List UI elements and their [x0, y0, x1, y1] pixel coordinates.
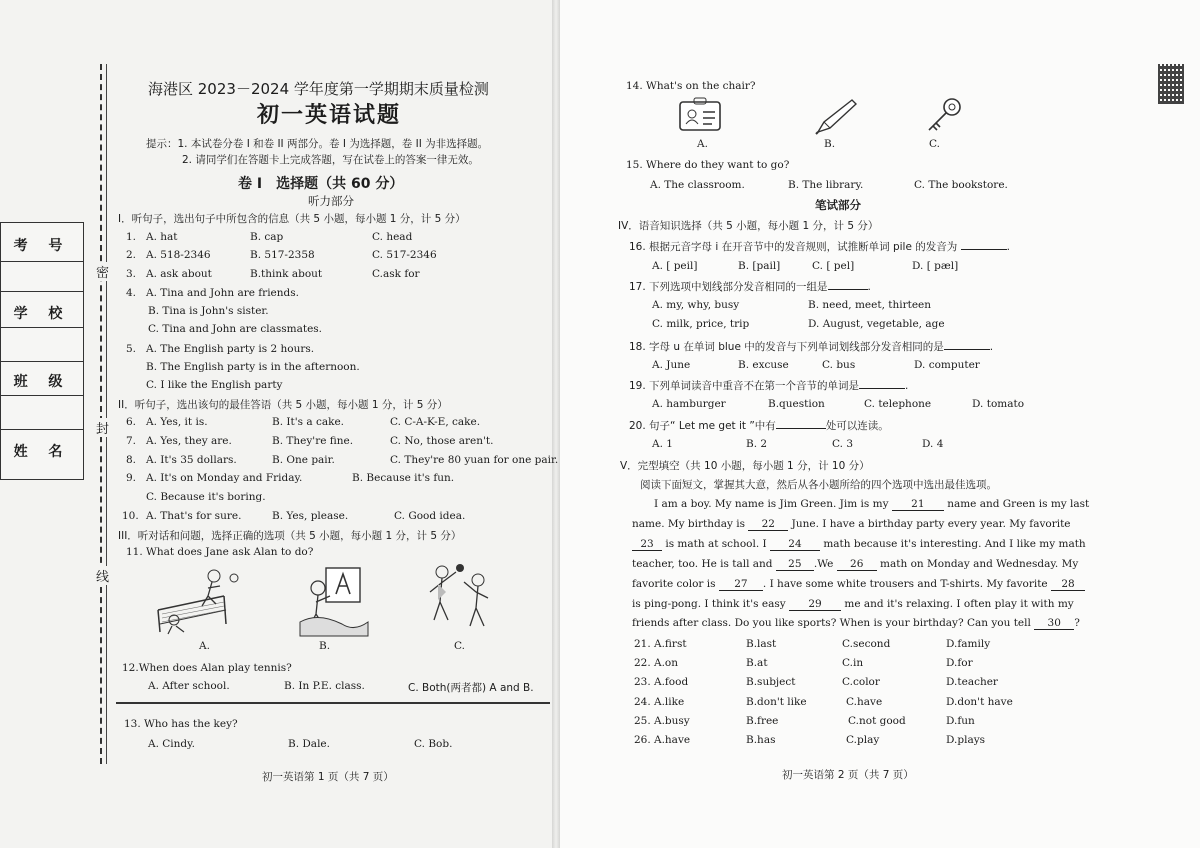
q8-option-a: A. It's 35 dollars.	[146, 454, 237, 466]
passage-text: June. I have a birthday party every year. My favorite	[791, 518, 1071, 530]
q4-number: 4.	[126, 287, 137, 299]
passage-text: math because it's interesting. And I like my math	[823, 538, 1086, 550]
q24-option-a: A.like	[654, 696, 685, 708]
q23-option-b: B.subject	[746, 676, 796, 688]
q5-option-c: C. I like the English party	[146, 379, 283, 391]
q15-question: 15. Where do they want to go?	[626, 159, 790, 171]
q1-number: 1.	[126, 231, 137, 243]
q10-number: 10.	[122, 510, 139, 522]
section-title: 卷 I 选择题（共 60 分）	[238, 176, 404, 192]
blank-24: 24	[770, 538, 820, 551]
q14-option-a[interactable]: A.	[697, 138, 708, 150]
q24-number: 24.	[634, 696, 651, 708]
exam-number-label: 考 号	[13, 238, 71, 254]
q21-option-b: B.last	[746, 638, 777, 650]
blank-30: 30	[1034, 617, 1074, 630]
q10-option-a: A. That's for sure.	[146, 510, 242, 522]
q13-question: 13. Who has the key?	[124, 718, 238, 730]
passage-text: . I have some white trousers and T-shirts. My favorite	[762, 578, 1048, 590]
qr-code-icon	[1158, 64, 1184, 104]
q26-number: 26.	[634, 734, 651, 746]
q18-option-a: A. June	[652, 359, 691, 371]
q1-option-a: A. hat	[146, 231, 178, 243]
tip-2: 2. 请同学们在答题卡上完成答题，写在试卷上的答案一律无效。	[182, 154, 479, 166]
part5-heading: V．完型填空（共 10 小题，每小题 1 分，计 10 分）	[620, 460, 870, 472]
q20-question	[629, 418, 889, 433]
passage-text: favorite color is	[632, 578, 716, 590]
q7-option-b: B. They're fine.	[272, 435, 354, 447]
passage-text: is math at school. I	[665, 538, 767, 550]
q6-number: 6.	[126, 416, 137, 428]
q26-option-b: B.has	[746, 734, 776, 746]
q20-option-c: C. 3	[832, 438, 854, 450]
q20-text: 20. 句子“ Let me get it ”中有	[629, 420, 776, 432]
passage-line-7	[632, 617, 1080, 630]
q6-option-c: C. C-A-K-E, cake.	[390, 416, 481, 428]
q8-option-c: C. They're 80 yuan for one pair.	[390, 454, 559, 466]
q7-number: 7.	[126, 435, 137, 447]
q17-blank	[828, 289, 868, 290]
q19-option-c: C. telephone	[864, 398, 932, 410]
part2-heading: II．听句子，选出该句的最佳答语（共 5 小题，每小题 1 分，计 5 分）	[118, 399, 448, 411]
q9-option-c: C. Because it's boring.	[146, 491, 266, 503]
box-divider	[1, 429, 83, 430]
page-fold	[552, 0, 560, 848]
q19-option-b: B.question	[768, 398, 825, 410]
q12-option-a: A. After school.	[148, 680, 230, 692]
q18-blank	[944, 349, 990, 350]
blank-28: 28	[1051, 578, 1085, 591]
q8-option-b: B. One pair.	[272, 454, 335, 466]
passage-line-6	[632, 598, 1074, 611]
q5-number: 5.	[126, 343, 137, 355]
q15-option-a: A. The classroom.	[650, 179, 745, 191]
q8-number: 8.	[126, 454, 137, 466]
part1-heading: I．听句子，选出句子中所包含的信息（共 5 小题，每小题 1 分，计 5 分）	[118, 213, 466, 225]
q22-option-a: A.on	[654, 657, 679, 669]
key-picture	[924, 96, 964, 136]
q26-option-a: A.have	[654, 734, 691, 746]
box-divider	[1, 291, 83, 292]
q23-option-c: C.color	[842, 676, 880, 688]
q9-option-b: B. Because it's fun.	[352, 472, 455, 484]
q9-number: 9.	[126, 472, 137, 484]
q14-question: 14. What's on the chair?	[626, 80, 756, 92]
q21-option-c: C.second	[842, 638, 891, 650]
q2-option-b: B. 517-2358	[250, 249, 315, 261]
q13-option-c: C. Bob.	[414, 738, 453, 750]
passage-line-5	[632, 578, 1085, 591]
painting-girl-picture	[298, 562, 370, 638]
q15-option-b: B. The library.	[788, 179, 864, 191]
passage-line-3	[632, 538, 1086, 551]
q25-option-c: C.not good	[848, 715, 906, 727]
q1-option-c: C. head	[372, 231, 413, 243]
q3-option-b: B.think about	[250, 268, 323, 280]
q16-option-a: A. [ peil]	[652, 260, 698, 272]
q16-option-d: D. [ pæl]	[912, 260, 959, 272]
q11-option-b[interactable]: B.	[319, 640, 331, 652]
q14-option-b[interactable]: B.	[824, 138, 836, 150]
passage-line-1	[654, 498, 1089, 511]
q3-option-c: C.ask for	[372, 268, 420, 280]
q19-question: 19. 下列单词读音中重音不在第一个音节的单词是 .	[629, 380, 909, 392]
q11-question: 11. What does Jane ask Alan to do?	[126, 546, 314, 558]
seal-line-inner	[106, 64, 107, 764]
listening-subtitle: 听力部分	[308, 194, 354, 208]
q10-option-c: C. Good idea.	[394, 510, 466, 522]
passage-text: teacher, too. He is tall and	[632, 558, 773, 570]
q4-option-b: B. Tina is John's sister.	[148, 305, 269, 317]
id-card-picture	[678, 96, 722, 134]
q20-option-d: D. 4	[922, 438, 944, 450]
q12-question: 12.When does Alan play tennis?	[122, 662, 292, 674]
q12-option-c: C. Both(两者都) A and B.	[408, 682, 534, 694]
passage-text: is ping-pong. I think it's easy	[632, 598, 786, 610]
q19-option-d: D. tomato	[972, 398, 1025, 410]
q20-option-b: B. 2	[746, 438, 768, 450]
q18-option-d: D. computer	[914, 359, 980, 371]
q19-option-a: A. hamburger	[652, 398, 726, 410]
q24-option-b: B.don't like	[746, 696, 807, 708]
q25-option-d: D.fun	[946, 715, 975, 727]
q17-option-d: D. August, vegetable, age	[808, 318, 945, 330]
q24-option-d: D.don't have	[946, 696, 1013, 708]
box-divider	[1, 361, 83, 362]
passage-text: me and it's relaxing. I often play it with my	[844, 598, 1074, 610]
q11-option-a[interactable]: A.	[199, 640, 210, 652]
part3-heading: III．听对话和问题，选择正确的选项（共 5 小题，每小题 1 分，计 5 分）	[118, 530, 462, 542]
passage-text: math on Monday and Wednesday. My	[880, 558, 1079, 570]
q7-option-a: A. Yes, they are.	[146, 435, 232, 447]
q19-blank	[859, 388, 905, 389]
student-info-box	[0, 222, 84, 480]
q4-option-a: A. Tina and John are friends.	[146, 287, 299, 299]
q17-option-b: B. need, meet, thirteen	[808, 299, 932, 311]
pen-picture	[812, 96, 860, 136]
q7-option-c: C. No, those aren't.	[390, 435, 494, 447]
basketball-players-picture	[426, 562, 498, 638]
q18-option-c: C. bus	[822, 359, 856, 371]
q5-option-b: B. The English party is in the afternoon.	[146, 361, 360, 373]
q13-option-a: A. Cindy.	[148, 738, 196, 750]
passage-text: I am a boy. My name is Jim Green. Jim is my	[654, 498, 889, 510]
exam-title: 初一英语试题	[257, 103, 402, 128]
blank-23: 23	[632, 538, 662, 551]
school-label: 学 校	[13, 306, 71, 322]
q20-blank	[776, 428, 826, 429]
q18-option-b: B. excuse	[738, 359, 789, 371]
q16-option-c: C. [ pel]	[812, 260, 855, 272]
name-label: 姓 名	[13, 444, 71, 460]
q9-option-a: A. It's on Monday and Friday.	[146, 472, 303, 484]
q1-option-b: B. cap	[250, 231, 284, 243]
q23-number: 23.	[634, 676, 651, 688]
q21-option-d: D.family	[946, 638, 991, 650]
passage-line-2	[632, 518, 1071, 531]
seal-line	[100, 64, 102, 764]
q23-option-a: A.food	[654, 676, 689, 688]
passage-text: ?	[1074, 617, 1080, 629]
passage-text: name. My birthday is	[632, 518, 745, 530]
passage-text: friends after class. Do you like sports? When is your birthday? Can you tell	[632, 617, 1031, 629]
passage-text: .We	[813, 558, 834, 570]
page1-footer: 初一英语第 1 页（共 7 页）	[262, 771, 394, 783]
blank-25: 25	[776, 558, 814, 571]
q20-tail: 处可以连读。	[825, 420, 889, 432]
q4-option-c: C. Tina and John are classmates.	[148, 323, 323, 335]
q18-question: 18. 字母 u 在单词 blue 中的发音与下列单词划线部分发音相同的是 .	[629, 341, 994, 353]
page2-footer: 初一英语第 2 页（共 7 页）	[782, 769, 914, 781]
blank-22: 22	[748, 518, 788, 531]
q16-blank	[961, 249, 1007, 250]
q17-option-a: A. my, why, busy	[652, 299, 740, 311]
q11-option-c[interactable]: C.	[454, 640, 465, 652]
blank-27: 27	[719, 578, 763, 591]
q23-option-d: D.teacher	[946, 676, 998, 688]
q6-option-a: A. Yes, it is.	[146, 416, 208, 428]
seal-mark-mi: 密	[96, 262, 109, 281]
q2-option-c: C. 517-2346	[372, 249, 437, 261]
q21-number: 21.	[634, 638, 651, 650]
passage-text: name and Green is my last	[947, 498, 1090, 510]
q25-option-a: A.busy	[654, 715, 690, 727]
q26-option-d: D.plays	[946, 734, 986, 746]
q2-number: 2.	[126, 249, 137, 261]
box-divider	[1, 261, 83, 262]
q5-option-a: A. The English party is 2 hours.	[146, 343, 315, 355]
blank-21: 21	[892, 498, 944, 511]
q20-option-a: A. 1	[652, 438, 673, 450]
tip-1: 提示：1. 本试卷分卷 I 和卷 II 两部分。卷 I 为选择题，卷 II 为非选择题。	[146, 138, 489, 150]
box-divider	[1, 395, 83, 396]
q22-number: 22.	[634, 657, 651, 669]
section-rule	[116, 702, 550, 704]
exam-header: 海港区 2023－2024 学年度第一学期期末质量检测	[148, 80, 489, 98]
q18-text: 18. 字母 u 在单词 blue 中的发音与下列单词划线部分发音相同的是	[629, 341, 944, 353]
q16-option-b: B. [pail]	[738, 260, 781, 272]
q21-option-a: A.first	[654, 638, 687, 650]
q2-option-a: A. 518-2346	[146, 249, 211, 261]
q24-option-c: C.have	[846, 696, 883, 708]
q3-number: 3.	[126, 268, 137, 280]
q16-text: 16. 根据元音字母 i 在开音节中的发音规则，试推断单词 pile 的发音为	[629, 241, 958, 253]
q17-question: 17. 下列选项中划线部分发音相同的一组是 .	[629, 281, 871, 293]
q19-text: 19. 下列单词读音中重音不在第一个音节的单词是	[629, 380, 860, 392]
blank-29: 29	[789, 598, 841, 611]
q6-option-b: B. It's a cake.	[272, 416, 345, 428]
passage-line-4	[632, 558, 1078, 571]
q25-option-b: B.free	[746, 715, 779, 727]
blank-26: 26	[837, 558, 877, 571]
written-subtitle: 笔试部分	[815, 198, 861, 212]
q16-question: 16. 根据元音字母 i 在开音节中的发音规则，试推断单词 pile 的发音为 .	[629, 241, 1010, 253]
q22-option-d: D.for	[946, 657, 973, 669]
q13-option-b: B. Dale.	[288, 738, 330, 750]
q3-option-a: A. ask about	[146, 268, 212, 280]
q25-number: 25.	[634, 715, 651, 727]
q15-option-c: C. The bookstore.	[914, 179, 1008, 191]
seal-mark-feng: 封	[96, 418, 109, 437]
q14-option-c[interactable]: C.	[929, 138, 940, 150]
q10-option-b: B. Yes, please.	[272, 510, 349, 522]
q17-text: 17. 下列选项中划线部分发音相同的一组是	[629, 281, 828, 293]
seal-mark-xian: 线	[96, 566, 109, 585]
q22-option-b: B.at	[746, 657, 768, 669]
q26-option-c: C.play	[846, 734, 880, 746]
box-divider	[1, 327, 83, 328]
part5-instructions: 阅读下面短文，掌握其大意，然后从各小题所给的四个选项中选出最佳选项。	[640, 479, 997, 491]
q12-option-b: B. In P.E. class.	[284, 680, 365, 692]
tennis-players-picture	[154, 566, 242, 638]
q22-option-c: C.in	[842, 657, 864, 669]
q17-option-c: C. milk, price, trip	[652, 318, 750, 330]
part4-heading: IV．语音知识选择（共 5 小题，每小题 1 分，计 5 分）	[618, 220, 879, 232]
class-label: 班 级	[13, 374, 71, 390]
